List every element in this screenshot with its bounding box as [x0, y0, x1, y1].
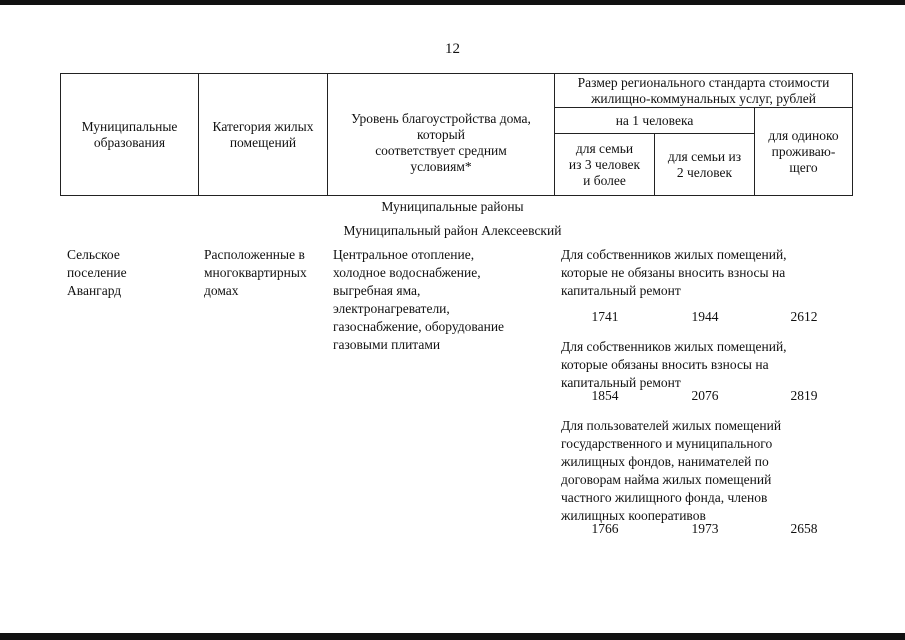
section-title: Муниципальные районы	[381, 199, 524, 214]
header-family3: для семьи из 3 человек и более	[568, 140, 641, 188]
header-category: Категория жилых помещений	[212, 118, 314, 150]
value-family3: 1766	[591, 521, 619, 536]
header-family2: для семьи из 2 человек	[667, 148, 742, 180]
header-municipal: Муниципальные образования	[81, 118, 178, 150]
row-level: Центральное отопление, холодное водоснабжение, выгребная яма, электронагреватели, газоснабжение, оборудование газовыми плитами	[333, 247, 505, 352]
row-category: Расположенные в многоквартирных домах	[204, 247, 307, 298]
value-single: 2612	[790, 309, 818, 324]
page-number: 12	[445, 41, 460, 57]
group-label: Для собственников жилых помещений, которые не обязаны вносить взносы на капитальный ремонт	[561, 247, 787, 298]
header-standard-title: Размер регионального стандарта стоимости жилищно-коммунальных услуг, рублей	[577, 74, 830, 106]
header-level: Уровень благоустройства дома, который соответствует средним условиям*	[351, 110, 531, 174]
row-municipal: Сельское поселение Авангард	[67, 247, 127, 298]
page-bottom-border	[0, 633, 905, 640]
value-family3: 1854	[591, 388, 619, 403]
page-top-border	[0, 0, 905, 5]
district-title: Муниципальный район Алексеевский	[343, 223, 562, 238]
header-single: для одиноко проживаю- щего	[768, 127, 839, 175]
header-per-person: на 1 человека	[615, 112, 694, 128]
value-single: 2819	[790, 388, 818, 403]
value-family2: 1944	[691, 309, 719, 324]
group-label: Для пользователей жилых помещений государственного и муниципального жилищных фондов, нанимателей по договорам найма жилых помещений частного жилищного фонда, членов жилищных кооперативов	[561, 418, 782, 523]
table-bottom-line	[60, 195, 853, 196]
value-family3: 1741	[591, 309, 619, 324]
value-single: 2658	[790, 521, 818, 536]
table-right-line	[852, 73, 853, 196]
value-family2: 2076	[691, 388, 719, 403]
group-label: Для собственников жилых помещений, которые обязаны вносить взносы на капитальный ремонт	[561, 339, 787, 390]
value-family2: 1973	[691, 521, 719, 536]
